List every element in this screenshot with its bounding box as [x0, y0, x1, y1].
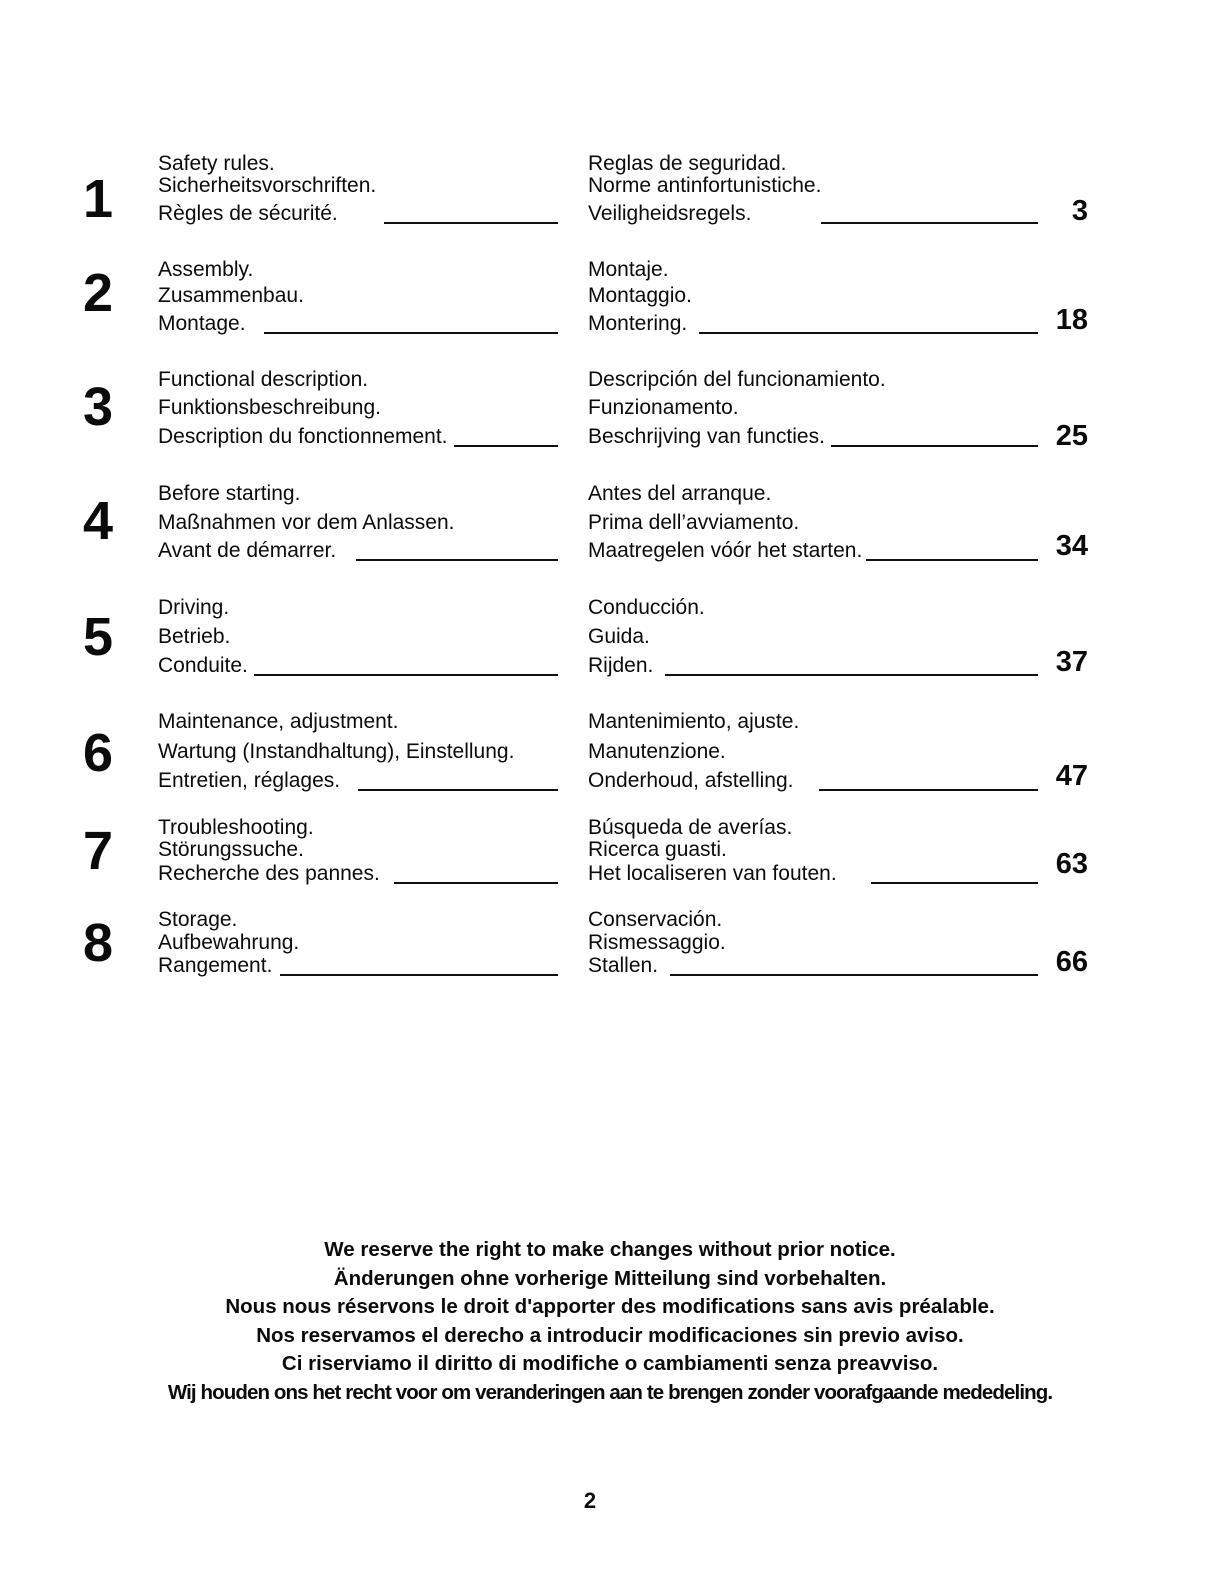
entry-line: Manutenzione. — [588, 740, 726, 763]
entry-line-leader — [158, 312, 558, 336]
page-reference[interactable]: 63 — [1055, 848, 1088, 880]
leader-line — [356, 559, 558, 561]
section-number: 1 — [82, 169, 114, 229]
page-reference[interactable]: 66 — [1055, 946, 1088, 978]
entry-line: Maatregelen vóór het starten. — [588, 539, 863, 562]
entry-line: Assembly. — [158, 258, 254, 281]
section-number: 6 — [82, 723, 114, 783]
entry-line: Zusammenbau. — [158, 284, 304, 307]
entry-line: Funzionamento. — [588, 396, 739, 419]
page-reference[interactable]: 3 — [1071, 195, 1088, 227]
entry-line-leader — [588, 202, 1040, 226]
section-number: 4 — [82, 491, 114, 551]
page-reference[interactable]: 25 — [1055, 420, 1088, 452]
entry-line: Betrieb. — [158, 625, 231, 648]
leader-line — [384, 222, 558, 224]
leader-line — [454, 445, 559, 447]
entry-line: Onderhoud, afstelling. — [588, 769, 794, 792]
entry-line: Règles de sécurité. — [158, 202, 338, 225]
entry-line: Veiligheidsregels. — [588, 202, 752, 225]
section-number: 7 — [82, 821, 114, 881]
toc-section-1 — [0, 152, 1220, 248]
toc-section-6 — [0, 710, 1220, 806]
entry-line: Norme antinfortunistiche. — [588, 174, 822, 197]
entry-line: Funktionsbeschreibung. — [158, 396, 381, 419]
entry-line-leader — [588, 425, 1040, 449]
leader-line — [665, 674, 1038, 676]
section-number: 5 — [82, 607, 114, 667]
leader-line — [831, 445, 1038, 447]
entry-line: Troubleshooting. — [158, 816, 314, 839]
leader-line — [821, 222, 1038, 224]
entry-line: Wartung (Instandhaltung), Einstellung. — [158, 740, 515, 763]
entry-line: Conducción. — [588, 596, 705, 619]
entry-line: Rangement. — [158, 954, 273, 977]
leader-line — [254, 674, 558, 676]
section-number: 8 — [82, 913, 114, 973]
toc-section-2 — [0, 258, 1220, 354]
entry-line: Storage. — [158, 908, 238, 931]
toc-section-3 — [0, 368, 1220, 464]
entry-line-leader — [158, 862, 558, 886]
leader-line — [699, 332, 1038, 334]
entry-line: Prima dell’avviamento. — [588, 511, 800, 534]
leader-line — [819, 789, 1038, 791]
entry-line-leader — [588, 654, 1040, 678]
leader-line — [866, 559, 1038, 561]
entry-line-leader — [588, 769, 1040, 793]
entry-line-leader — [588, 312, 1040, 336]
page-number: 2 — [583, 1488, 597, 1513]
page-reference[interactable]: 47 — [1055, 760, 1088, 792]
entry-line: Conduite. — [158, 654, 248, 677]
entry-line-leader — [158, 539, 558, 563]
leader-line — [280, 974, 558, 976]
notice-line-en: We reserve the right to make changes without prior notice. — [324, 1238, 896, 1261]
notice-line-fr: Nous nous réservons le droit d'apporter des modifications sans avis préalable. — [225, 1295, 995, 1319]
entry-line: Stallen. — [588, 954, 659, 977]
entry-line: Rismessaggio. — [588, 931, 726, 954]
entry-line: Before starting. — [158, 482, 301, 505]
entry-line: Driving. — [158, 596, 230, 619]
entry-line: Safety rules. — [158, 152, 275, 175]
notice-line-es: Nos reservamos el derecho a introducir modificaciones sin previo aviso. — [256, 1323, 964, 1347]
entry-line: Mantenimiento, ajuste. — [588, 710, 800, 733]
entry-line: Functional description. — [158, 368, 369, 391]
section-number: 3 — [82, 377, 114, 437]
notice-line-nl: Wij houden ons het recht voor om veranderingen aan te brengen zonder voorafgaande mededeling. — [167, 1380, 1053, 1404]
entry-line: Montage. — [158, 312, 246, 335]
entry-line: Recherche des pannes. — [158, 862, 380, 885]
entry-line-leader — [588, 862, 1040, 886]
entry-line: Beschrijving van functies. — [588, 425, 825, 448]
entry-line: Rijden. — [588, 654, 654, 677]
entry-line: Sicherheitsvorschriften. — [158, 174, 377, 197]
entry-line: Descripción del funcionamiento. — [588, 368, 886, 391]
page-reference[interactable]: 18 — [1055, 304, 1088, 336]
entry-line: Aufbewahrung. — [158, 931, 300, 954]
notice-line-de: Änderungen ohne vorherige Mitteilung sind vorbehalten. — [333, 1266, 887, 1290]
entry-line: Montaje. — [588, 258, 669, 281]
toc-section-8 — [0, 908, 1220, 1004]
page-reference[interactable]: 37 — [1055, 646, 1088, 678]
leader-line — [670, 974, 1038, 976]
entry-line: Description du fonctionnement. — [158, 425, 448, 448]
change-notice — [0, 1236, 1220, 1408]
entry-line-leader — [588, 954, 1040, 978]
entry-line: Entretien, réglages. — [158, 769, 341, 792]
entry-line: Ricerca guasti. — [588, 838, 727, 861]
toc-section-5 — [0, 596, 1220, 692]
entry-line: Montering. — [588, 312, 688, 335]
entry-line: Búsqueda de averías. — [588, 816, 793, 839]
entry-line: Maintenance, adjustment. — [158, 710, 399, 733]
entry-line: Het localiseren van fouten. — [588, 862, 837, 885]
entry-line: Störungssuche. — [158, 838, 304, 861]
entry-line: Maßnahmen vor dem Anlassen. — [158, 511, 455, 534]
entry-line-leader — [158, 425, 558, 449]
entry-line: Guida. — [588, 625, 650, 648]
leader-line — [358, 789, 558, 791]
entry-line-leader — [588, 539, 1040, 563]
entry-line: Avant de démarrer. — [158, 539, 337, 562]
toc-section-4 — [0, 482, 1220, 578]
toc-section-7 — [0, 816, 1220, 912]
leader-line — [871, 882, 1038, 884]
section-number: 2 — [82, 263, 114, 323]
entry-line: Conservación. — [588, 908, 723, 931]
entry-line-leader — [158, 769, 558, 793]
entry-line: Reglas de seguridad. — [588, 152, 787, 175]
entry-line-leader — [158, 202, 558, 226]
entry-line: Antes del arranque. — [588, 482, 772, 505]
leader-line — [394, 882, 558, 884]
page-reference[interactable]: 34 — [1055, 530, 1088, 562]
leader-line — [264, 332, 558, 334]
notice-line-it: Ci riserviamo il diritto di modifiche o cambiamenti senza preavviso. — [281, 1352, 939, 1376]
entry-line: Montaggio. — [588, 284, 692, 307]
entry-line-leader — [158, 954, 558, 978]
entry-line-leader — [158, 654, 558, 678]
